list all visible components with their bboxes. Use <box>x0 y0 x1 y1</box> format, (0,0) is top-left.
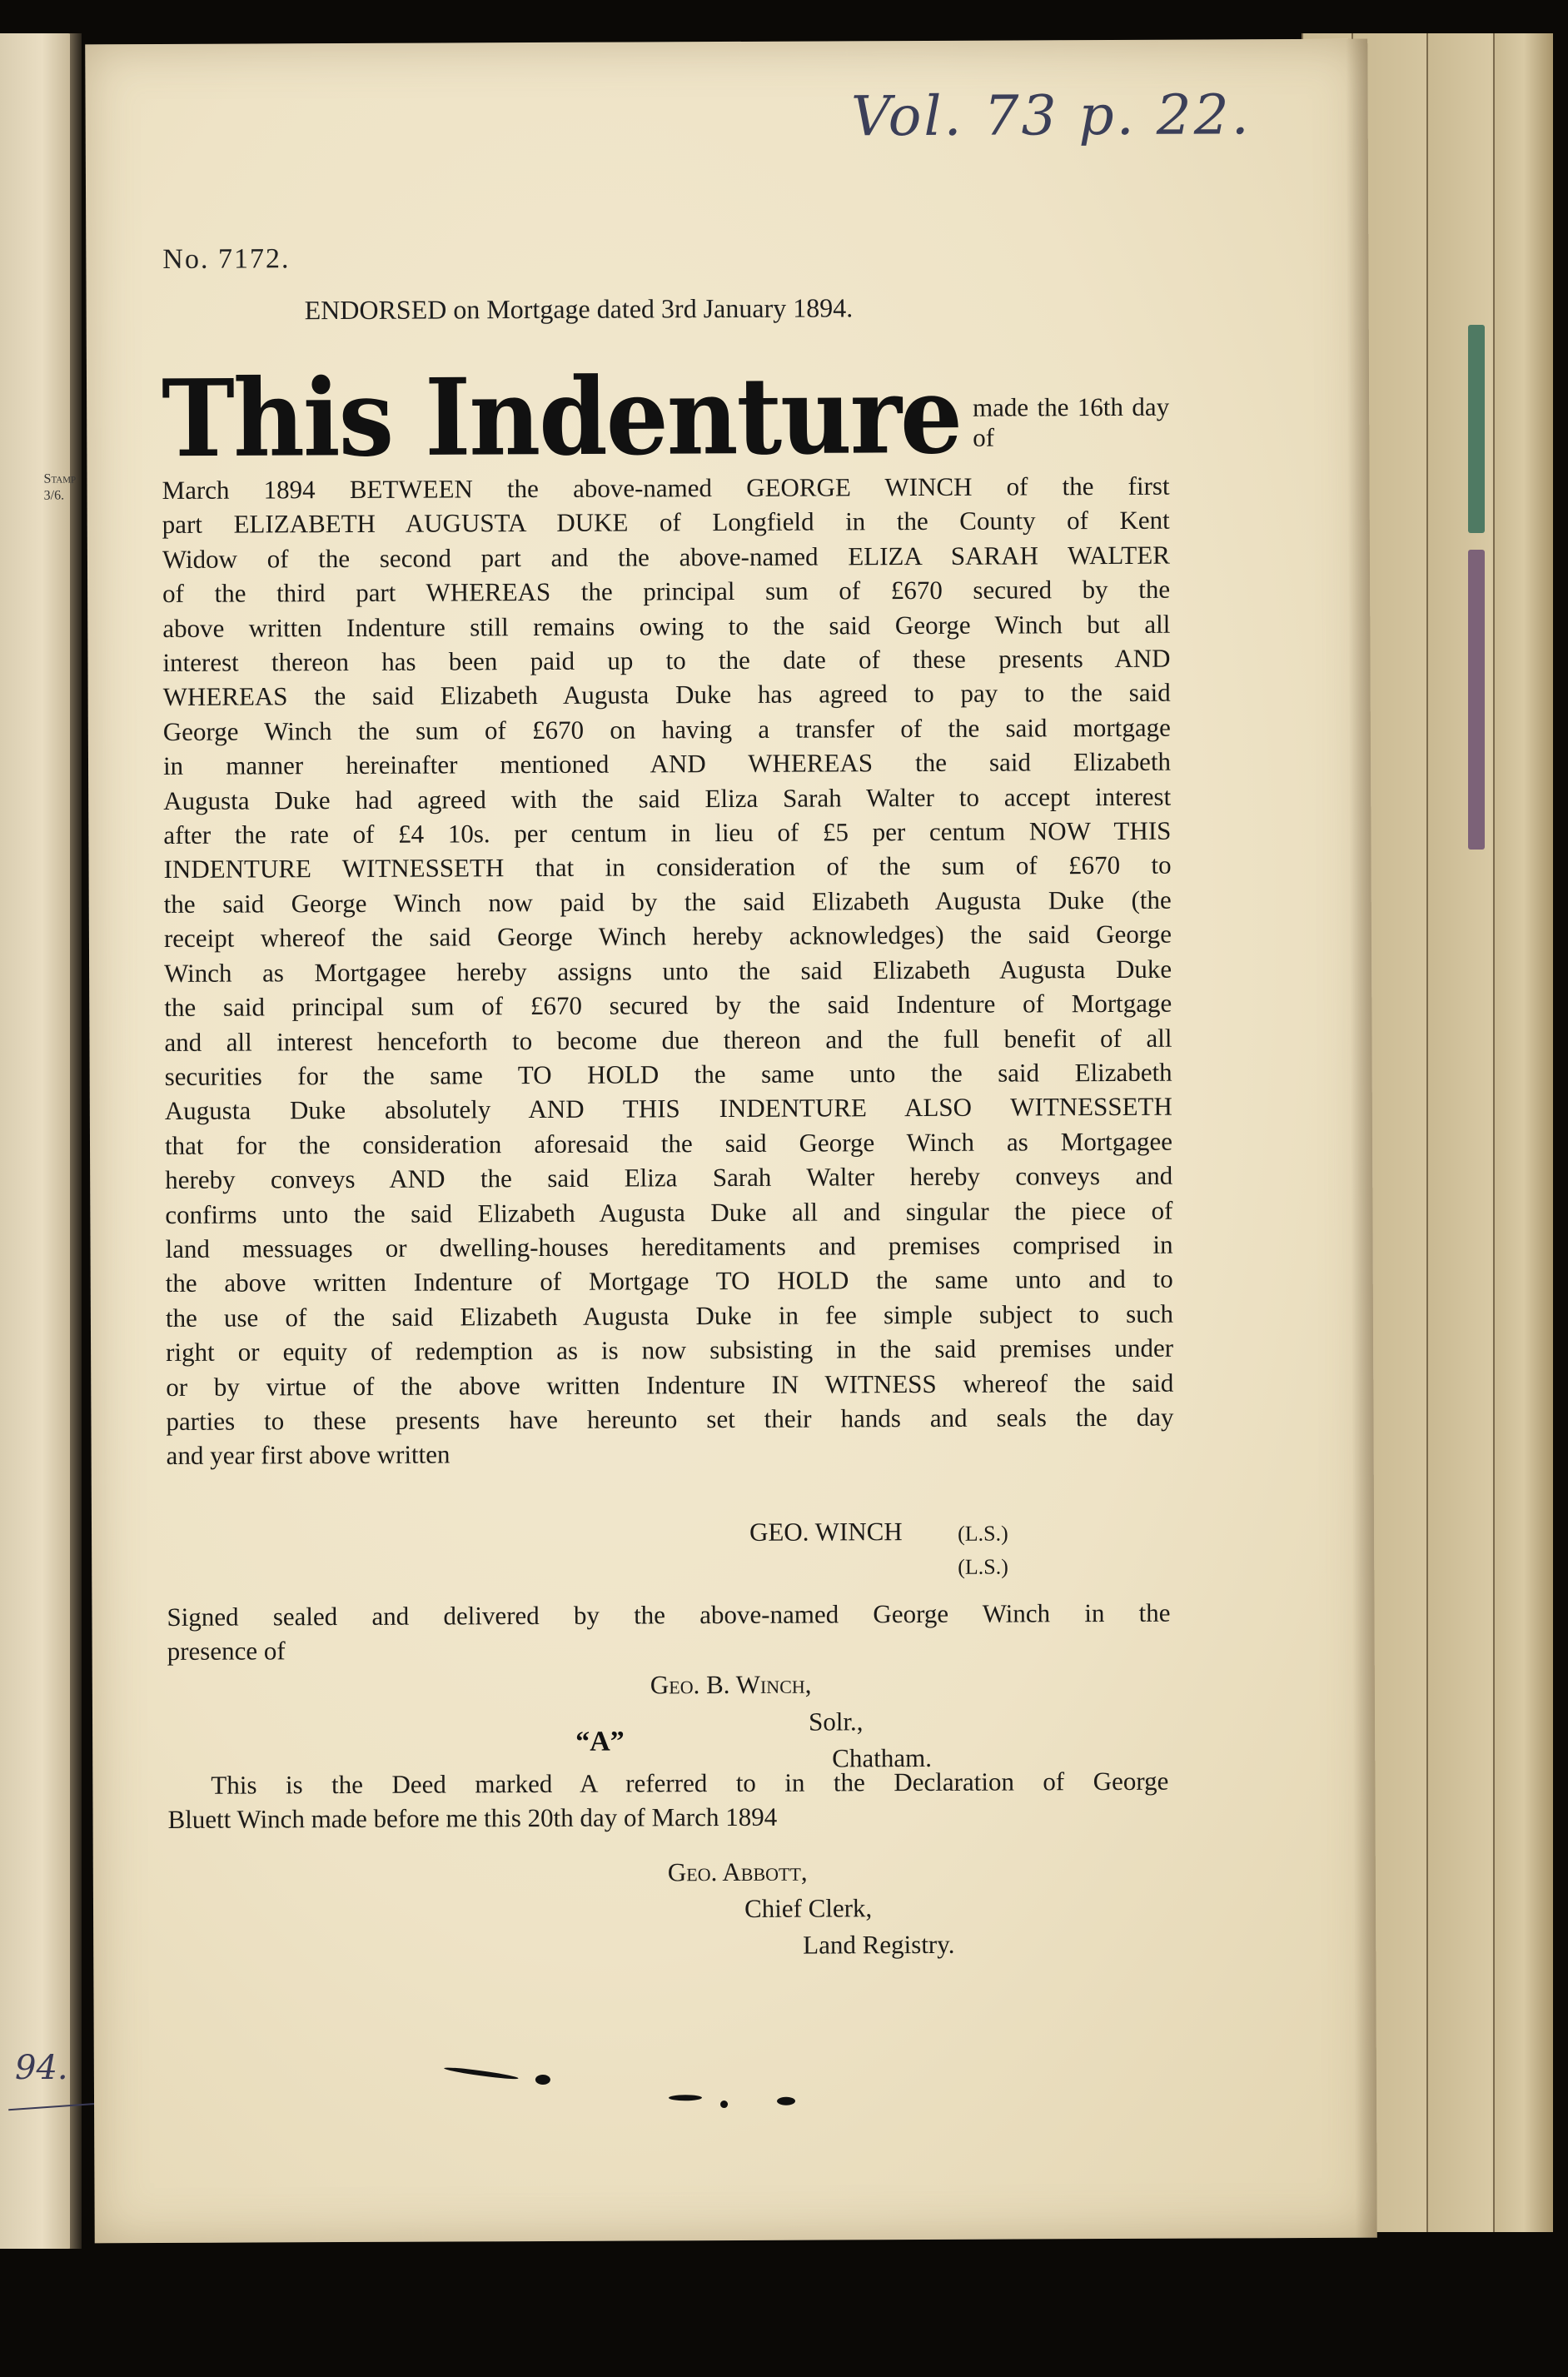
seal-mark: (L.S.) <box>958 1554 1008 1579</box>
attestation-clause <box>167 1596 1170 1669</box>
document-number: No. 7172. <box>162 243 291 275</box>
book-gutter <box>70 33 82 2249</box>
witness-place: Chatham. <box>832 1742 932 1773</box>
document-page <box>43 39 1377 2244</box>
body-line: receipt whereof the said George Winch hereby acknowledges) the said George <box>163 919 1172 954</box>
body-line: after the rate of £4 10s. per centum in lieu of £5 per centum NOW THIS <box>163 815 1172 850</box>
ink-smudge <box>720 2100 728 2108</box>
title-continuation: made the 16th day of <box>972 391 1170 452</box>
attestation-line: presence of <box>167 1636 286 1667</box>
declaration-paragraph <box>167 1764 1168 1837</box>
witness-title: Solr., <box>808 1707 864 1737</box>
body-line: George Winch the sum of £670 on having a transfer of the said mortgage <box>162 712 1171 746</box>
body-line: or by virtue of the above written Indenture IN WITNESS whereof the said <box>166 1368 1174 1402</box>
registrar-name: Geo. Abbott, <box>667 1856 808 1887</box>
body-line: parties to these presents have hereunto set their hands and seals the day <box>166 1402 1174 1436</box>
body-line: Augusta Duke absolutely AND THIS INDENTURE ALSO WITNESSETH <box>164 1092 1172 1126</box>
body-line: the use of the said Elizabeth Augusta Duke in fee simple subject to such <box>165 1298 1173 1333</box>
body-line: March 1894 BETWEEN the above-named GEORGE WINCH of the first <box>162 471 1170 505</box>
body-line: securities for the same TO HOLD the same unto the said Elizabeth <box>164 1057 1172 1091</box>
left-page-edge <box>0 33 77 2249</box>
body-line: Winch as Mortgagee hereby assigns unto the said Elizabeth Augusta Duke <box>164 954 1172 988</box>
stamp-amount: 3/6. <box>43 488 65 503</box>
indenture-title: This Indenture <box>161 352 962 481</box>
body-line: the said principal sum of £670 secured by the said Indenture of Mortgage <box>164 988 1172 1023</box>
body-line: above written Indenture still remains owing to the said George Winch but all <box>162 609 1171 643</box>
body-line: that for the consideration aforesaid the said George Winch as Mortgagee <box>164 1126 1173 1160</box>
registrar-office: Land Registry. <box>803 1929 955 1960</box>
body-line: hereby conveys AND the said Eliza Sarah Walter hereby conveys and <box>165 1160 1173 1195</box>
body-line: Widow of the second part and the above-named ELIZA SARAH WALTER <box>162 540 1171 574</box>
title-line <box>161 352 1170 481</box>
stamp-tab-green <box>1468 325 1485 533</box>
body-line: interest thereon has been paid up to the date of these presents AND <box>162 643 1171 678</box>
body-line: of the third part WHEREAS the principal sum of £670 secured by the <box>162 574 1171 609</box>
body-line: the above written Indenture of Mortgage TO HOLD the same unto and to <box>165 1264 1173 1298</box>
body-line: part ELIZABETH AUGUSTA DUKE of Longfield in the County of Kent <box>162 506 1170 540</box>
registrar-title: Chief Clerk, <box>744 1893 873 1923</box>
body-line: Augusta Duke had agreed with the said Eliza Sarah Walter to accept interest <box>163 781 1172 815</box>
indenture-body <box>161 352 1174 1473</box>
ink-smudge <box>669 2095 702 2100</box>
body-line: and year first above written <box>166 1439 450 1471</box>
body-line: confirms unto the said Elizabeth Augusta Duke all and singular the piece of <box>165 1195 1173 1229</box>
page-leaf <box>1493 33 1553 2232</box>
attestation-line: Signed sealed and delivered by the above-named George Winch in the <box>167 1597 1171 1632</box>
margin-note: 94. <box>15 2049 68 2087</box>
ink-smudge <box>444 2066 519 2080</box>
body-line: in manner hereinafter mentioned AND WHEREAS the said Elizabeth <box>162 746 1172 781</box>
endorsement-line: ENDORSED on Mortgage dated 3rd January 1894. <box>304 292 854 326</box>
declaration-line: This is the Deed marked A referred to in the Declaration of George <box>211 1766 1169 1800</box>
seal-mark: (L.S.) <box>957 1521 1008 1546</box>
witness-name: Geo. B. Winch, <box>650 1669 812 1700</box>
ink-smudge <box>535 2075 550 2085</box>
ink-smudge <box>777 2097 795 2105</box>
exhibit-mark: “A” <box>575 1726 625 1757</box>
stamp-tab-purple <box>1468 550 1485 850</box>
body-line: WHEREAS the said Elizabeth Augusta Duke has agreed to pay to the said <box>162 678 1171 712</box>
body-line: the said George Winch now paid by the said Elizabeth Augusta Duke (the <box>163 885 1172 919</box>
declaration-line: Bluett Winch made before me this 20th day of March 1894 <box>167 1802 778 1835</box>
body-line: INDENTURE WITNESSETH that in consideration of the sum of £670 to <box>163 850 1172 885</box>
body-line: right or equity of redemption as is now subsisting in the said premises under <box>166 1333 1174 1368</box>
stamp-label: Stamp <box>43 471 77 486</box>
body-paragraph <box>162 469 1173 1473</box>
stamp-duty-note <box>43 471 76 504</box>
body-line: and all interest henceforth to become due thereon and the full benefit of all <box>164 1023 1172 1057</box>
body-line: land messuages or dwelling-houses hereditaments and premises comprised in <box>165 1229 1173 1263</box>
volume-annotation: Vol. 73 p. 22. <box>850 82 1252 149</box>
signatory-name: GEO. WINCH <box>749 1517 903 1547</box>
